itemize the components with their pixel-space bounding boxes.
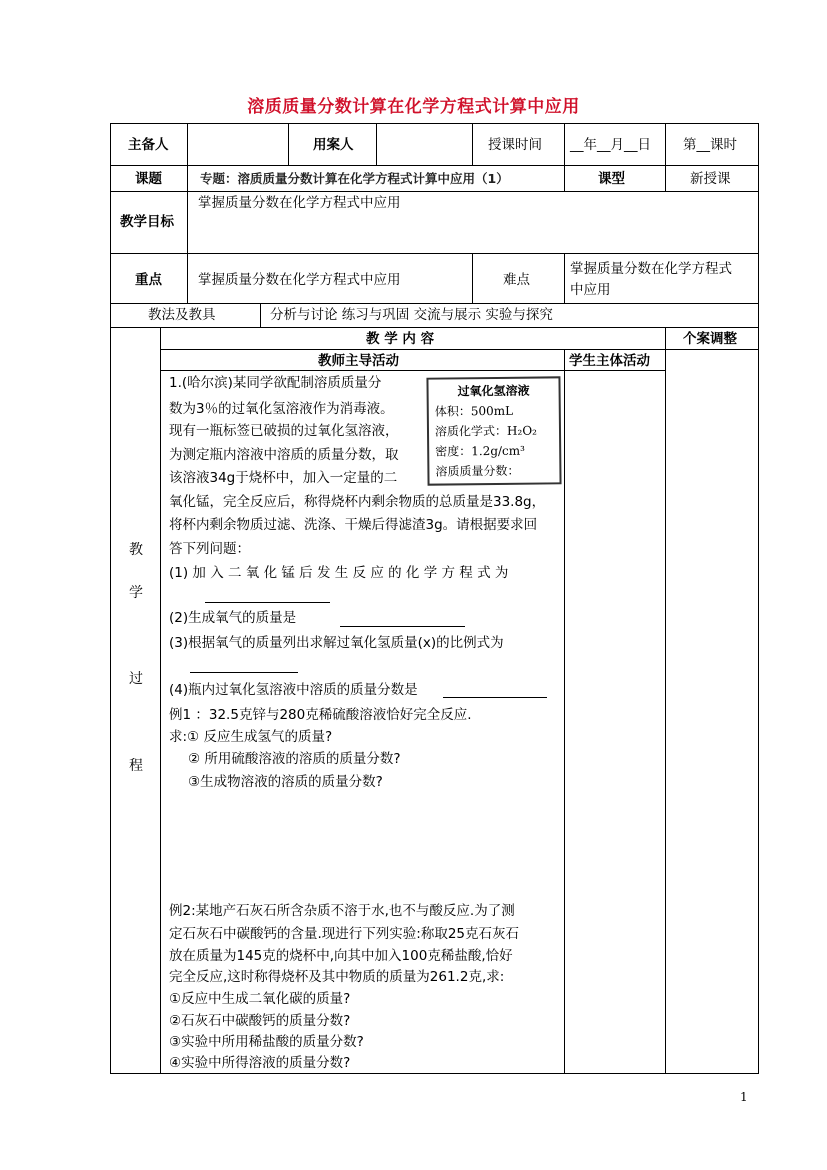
problem1-question-2: (2)生成氧气的质量是 bbox=[169, 610, 297, 626]
problem1-line: 答下列问题： bbox=[169, 541, 250, 557]
document-title: 溶质质量分数计算在化学方程式计算中应用 bbox=[247, 97, 580, 117]
col-divider bbox=[564, 349, 565, 1074]
type-value: 新授课 bbox=[690, 171, 731, 187]
problem1-line: 为测定瓶内溶液中溶质的质量分数，取 bbox=[169, 447, 399, 463]
side-char-4: 程 bbox=[129, 758, 143, 774]
row-divider bbox=[110, 191, 759, 192]
row-divider bbox=[110, 165, 759, 166]
bottle-label-image bbox=[426, 376, 561, 485]
example1-line: ② 所用硫酸溶液的溶质的质量分数? bbox=[188, 751, 401, 767]
col-divider bbox=[564, 253, 565, 303]
example2-line: 例2:某地产石灰石所含杂质不溶于水,也不与酸反应.为了测 bbox=[169, 903, 515, 919]
example1-line: 例1 ：32.5克锌与280克稀硫酸溶液恰好完全反应. bbox=[169, 707, 472, 723]
col-divider bbox=[160, 327, 161, 1074]
methods-value: 分析与讨论 练习与巩固 交流与展示 实验与探究 bbox=[270, 307, 553, 323]
side-char-3: 过 bbox=[129, 671, 143, 687]
problem1-question-1: (1) 加 入 二 氧 化 锰 后 发 生 反 应 的 化 学 方 程 式 为 bbox=[169, 565, 509, 581]
row-divider bbox=[160, 370, 665, 371]
topic-label: 课题 bbox=[135, 171, 162, 187]
col-divider bbox=[260, 303, 261, 327]
difficulty-line-2: 中应用 bbox=[570, 282, 611, 298]
col-divider bbox=[472, 123, 473, 165]
example1-line: ③生成物溶液的溶质的质量分数? bbox=[188, 774, 383, 790]
bottle-label-density: 密度：1.2g/cm³ bbox=[435, 443, 526, 459]
topic-value: 专题：溶质质量分数计算在化学方程式计算中应用（1） bbox=[200, 171, 509, 186]
answer-blank[interactable] bbox=[340, 626, 465, 627]
difficulty-line-1: 掌握质量分数在化学方程式 bbox=[570, 261, 732, 277]
answer-blank[interactable] bbox=[443, 697, 547, 698]
answer-blank[interactable] bbox=[190, 672, 298, 673]
example2-line: 完全反应,这时称得烧杯及其中物质的质量为261.2克,求: bbox=[169, 969, 505, 985]
example2-line: 放在质量为145克的烧杯中,向其中加入100克稀盐酸,恰好 bbox=[169, 948, 513, 964]
side-char-1: 教 bbox=[129, 542, 143, 558]
content-header: 教 学 内 容 bbox=[366, 331, 435, 347]
goal-value: 掌握质量分数在化学方程式中应用 bbox=[198, 195, 401, 211]
keypoint-value: 掌握质量分数在化学方程式中应用 bbox=[198, 272, 401, 288]
problem1-line: 氧化锰，完全反应后，称得烧杯内剩余物质的总质量是33.8g， bbox=[169, 494, 546, 510]
col-divider bbox=[665, 123, 666, 191]
example2-line: ④实验中所得溶液的质量分数? bbox=[169, 1055, 351, 1071]
user-label: 用案人 bbox=[313, 137, 354, 153]
problem1-line: 数为3％的过氧化氢溶液作为消毒液。 bbox=[169, 401, 394, 417]
bottle-label-formula: 溶质化学式：H₂O₂ bbox=[434, 423, 538, 439]
answer-blank[interactable] bbox=[205, 602, 330, 603]
example2-line: ③实验中所用稀盐酸的质量分数? bbox=[169, 1034, 364, 1050]
methods-label: 教法及教具 bbox=[148, 307, 216, 323]
col-divider bbox=[665, 327, 666, 1074]
type-label: 课型 bbox=[598, 171, 625, 187]
problem1-question-3: (3)根据氧气的质量列出求解过氧化氢质量(x)的比例式为 bbox=[169, 635, 504, 651]
preparer-label: 主备人 bbox=[128, 137, 169, 153]
row-divider bbox=[110, 327, 759, 328]
date-value: __年__月__日 bbox=[570, 137, 651, 153]
col-divider bbox=[187, 253, 188, 303]
page-number: 1 bbox=[740, 1090, 748, 1104]
col-divider bbox=[564, 123, 565, 191]
difficulty-label: 难点 bbox=[503, 272, 530, 288]
example2-line: ②石灰石中碳酸钙的质量分数? bbox=[169, 1013, 351, 1029]
period-value: 第__课时 bbox=[683, 137, 737, 153]
example2-line: ①反应中生成二氧化碳的质量? bbox=[169, 991, 351, 1007]
bottle-label-fraction: 溶质质量分数： bbox=[435, 463, 520, 479]
problem1-question-4: (4)瓶内过氧化氢溶液中溶质的质量分数是 bbox=[169, 682, 418, 698]
keypoint-label: 重点 bbox=[135, 272, 162, 288]
goal-label: 教学目标 bbox=[120, 214, 174, 230]
example2-line: 定石灰石中碳酸钙的含量.现进行下列实验:称取25克石灰石 bbox=[169, 926, 520, 942]
example1-line: 求:① 反应生成氢气的质量? bbox=[169, 729, 333, 745]
problem1-line: 将杯内剩余物质过滤、洗涤、干燥后得滤渣3g。请根据要求回 bbox=[169, 517, 538, 533]
adjust-header: 个案调整 bbox=[683, 331, 737, 347]
problem1-line: 该溶液34g于烧杯中，加入一定量的二 bbox=[169, 470, 398, 486]
col-divider bbox=[187, 123, 188, 191]
problem1-line: 现有一瓶标签已破损的过氧化氢溶液， bbox=[169, 423, 399, 439]
col-divider bbox=[472, 253, 473, 303]
side-char-2: 学 bbox=[129, 585, 143, 601]
row-divider bbox=[110, 303, 759, 304]
col-divider bbox=[187, 191, 188, 253]
col-divider bbox=[288, 123, 289, 165]
student-header: 学生主体活动 bbox=[569, 353, 650, 369]
row-divider bbox=[160, 349, 759, 350]
time-label: 授课时间 bbox=[488, 137, 542, 153]
bottle-label-title: 过氧化氢溶液 bbox=[457, 383, 530, 399]
row-divider bbox=[110, 253, 759, 254]
bottle-label-volume: 体积：500mL bbox=[434, 403, 514, 419]
teacher-header: 教师主导活动 bbox=[318, 353, 399, 369]
problem1-line: 1.(哈尔滨)某同学欲配制溶质质量分 bbox=[169, 375, 382, 391]
col-divider bbox=[376, 123, 377, 165]
